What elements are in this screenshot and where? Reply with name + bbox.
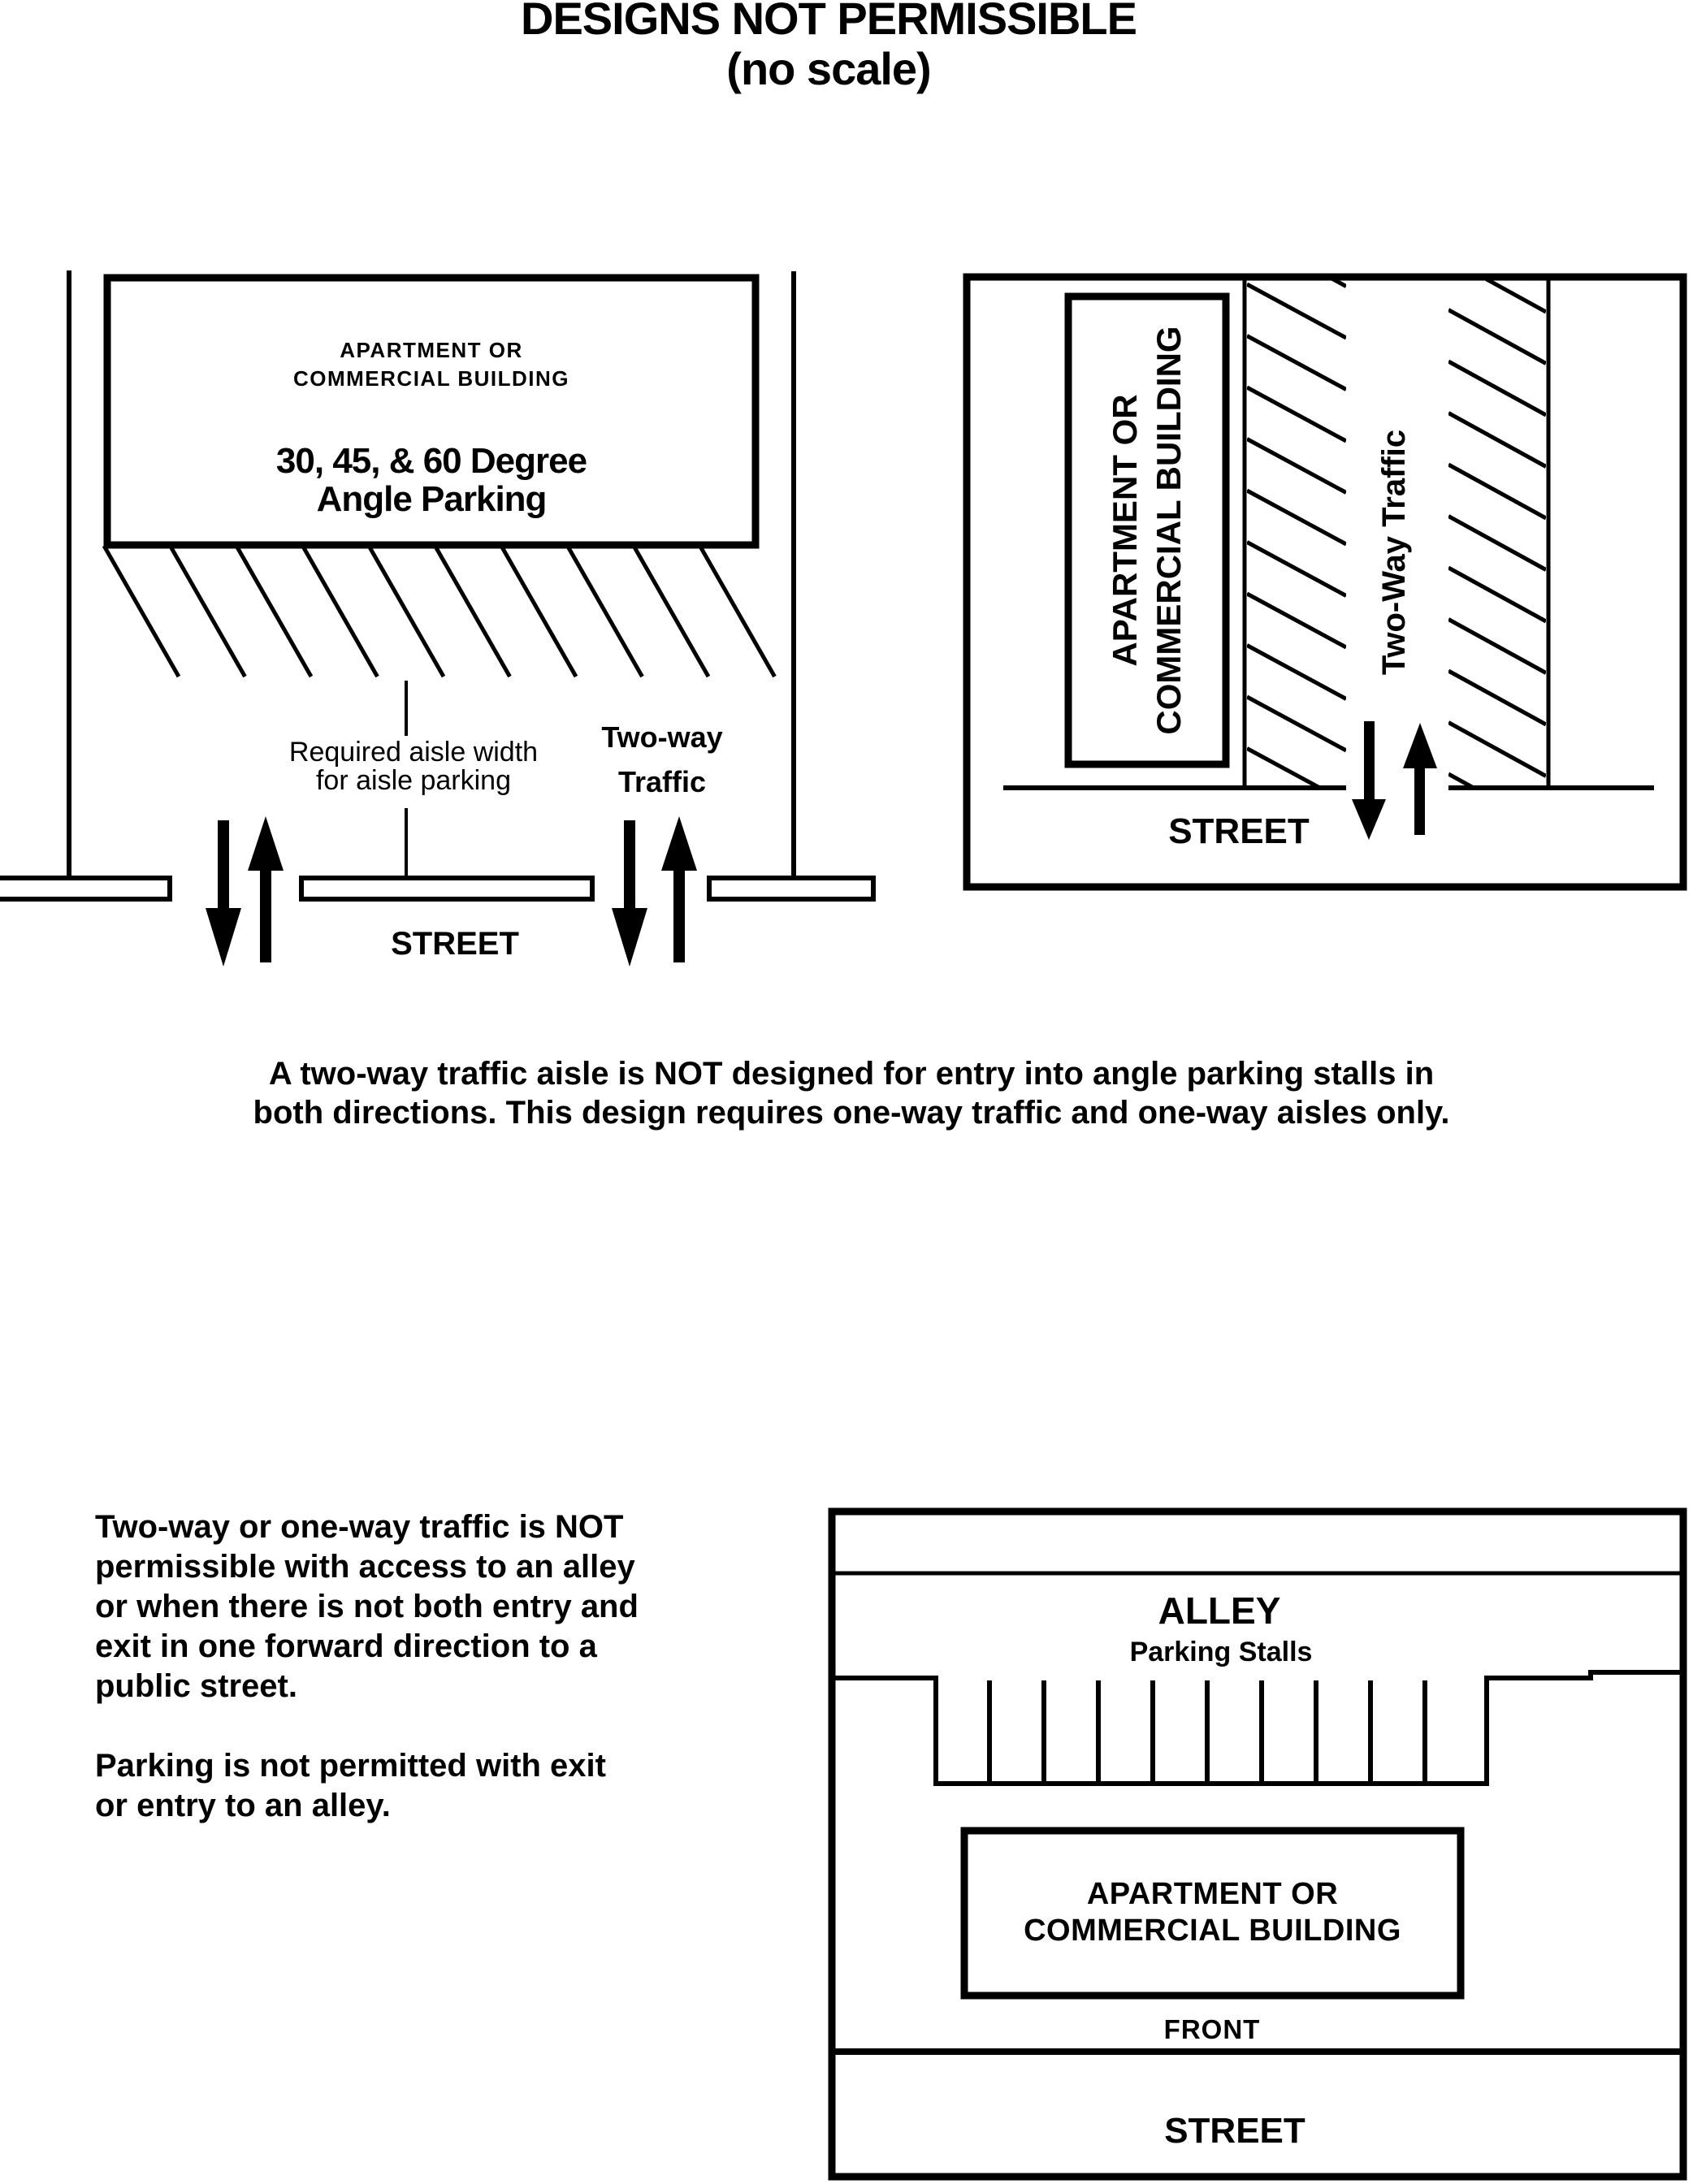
note-p1-line1: Two-way or one-way traffic is NOT	[95, 1509, 624, 1545]
front-label: FRONT	[1163, 2014, 1261, 2044]
two-way-arrows-left-icon	[206, 816, 284, 967]
street-label: STREET	[391, 926, 519, 962]
caption	[0, 1054, 1693, 1132]
angle-parking-label-line1: 30, 45, & 60 Degree	[275, 441, 587, 481]
two-way-traffic-line1: Two-way	[601, 720, 723, 754]
angle-stall-hatch-right	[1448, 155, 1546, 828]
two-way-traffic-label-rotated: Two-Way Traffic	[1376, 429, 1412, 676]
stall-divider-lines	[989, 1680, 1425, 1784]
aisle-width-note-line2: for aisle parking	[315, 765, 511, 796]
note-paragraph-1	[95, 1507, 761, 1706]
building-label-line2: COMMERCIAL BUILDING	[292, 366, 569, 391]
building-label-line2: COMMERCIAL BUILDING	[1024, 1914, 1401, 1948]
building-label-line1: APARTMENT OR	[1086, 1877, 1339, 1911]
building-label-rotated-line1: APARTMENT OR	[1106, 394, 1144, 667]
page-title-line1: DESIGNS NOT PERMISSIBLE	[521, 0, 1137, 44]
note-p2-line2: or entry to an alley.	[95, 1788, 391, 1823]
building-label	[964, 1876, 1461, 1949]
street-label: STREET	[1164, 2111, 1305, 2151]
note-p1-line3: or when there is not both entry and	[95, 1589, 639, 1624]
curb-left	[0, 878, 170, 899]
curb-right	[709, 878, 873, 899]
note-p2-line1: Parking is not permitted with exit	[95, 1748, 606, 1784]
building-label-rotated	[1103, 326, 1191, 734]
angle-parking-hatch	[104, 546, 775, 677]
parking-stalls-label: Parking Stalls	[1129, 1637, 1313, 1667]
building-label	[107, 336, 756, 393]
lot-border	[967, 277, 1683, 887]
street-label: STREET	[1168, 811, 1310, 851]
two-way-aisle-diagram	[967, 155, 1683, 887]
curb-middle	[301, 878, 592, 899]
angle-parking-label-line2: Angle Parking	[316, 479, 547, 519]
two-way-arrows-right-icon	[612, 816, 697, 967]
note-p1-line4: exit in one forward direction to a	[95, 1628, 597, 1664]
two-way-traffic-label	[540, 715, 784, 804]
page-title	[0, 0, 1657, 94]
building-label-rotated-line2: COMMERCIAL BUILDING	[1150, 326, 1188, 735]
page-title-line2: (no scale)	[726, 43, 931, 94]
aisle-width-note	[251, 738, 576, 795]
caption-line2: both directions. This design requires one-way traffic and one-way aisles only.	[253, 1095, 1450, 1131]
note-paragraph-2	[95, 1746, 761, 1826]
two-way-traffic-line2: Traffic	[617, 765, 707, 798]
stall-band-outline	[830, 1672, 1685, 1784]
caption-line1: A two-way traffic aisle is NOT designed for entry into angle parking stalls in	[268, 1056, 1435, 1092]
alley-label: ALLEY	[1158, 1589, 1281, 1632]
note-p1-line5: public street.	[95, 1668, 297, 1704]
aisle-width-note-line1: Required aisle width	[288, 737, 539, 768]
angle-parking-label	[107, 442, 756, 518]
building-label-line1: APARTMENT OR	[340, 338, 523, 362]
angle-stall-hatch-left	[1247, 181, 1346, 854]
two-way-arrows-icon	[1352, 721, 1437, 840]
note-p1-line2: permissible with access to an alley	[95, 1549, 635, 1585]
